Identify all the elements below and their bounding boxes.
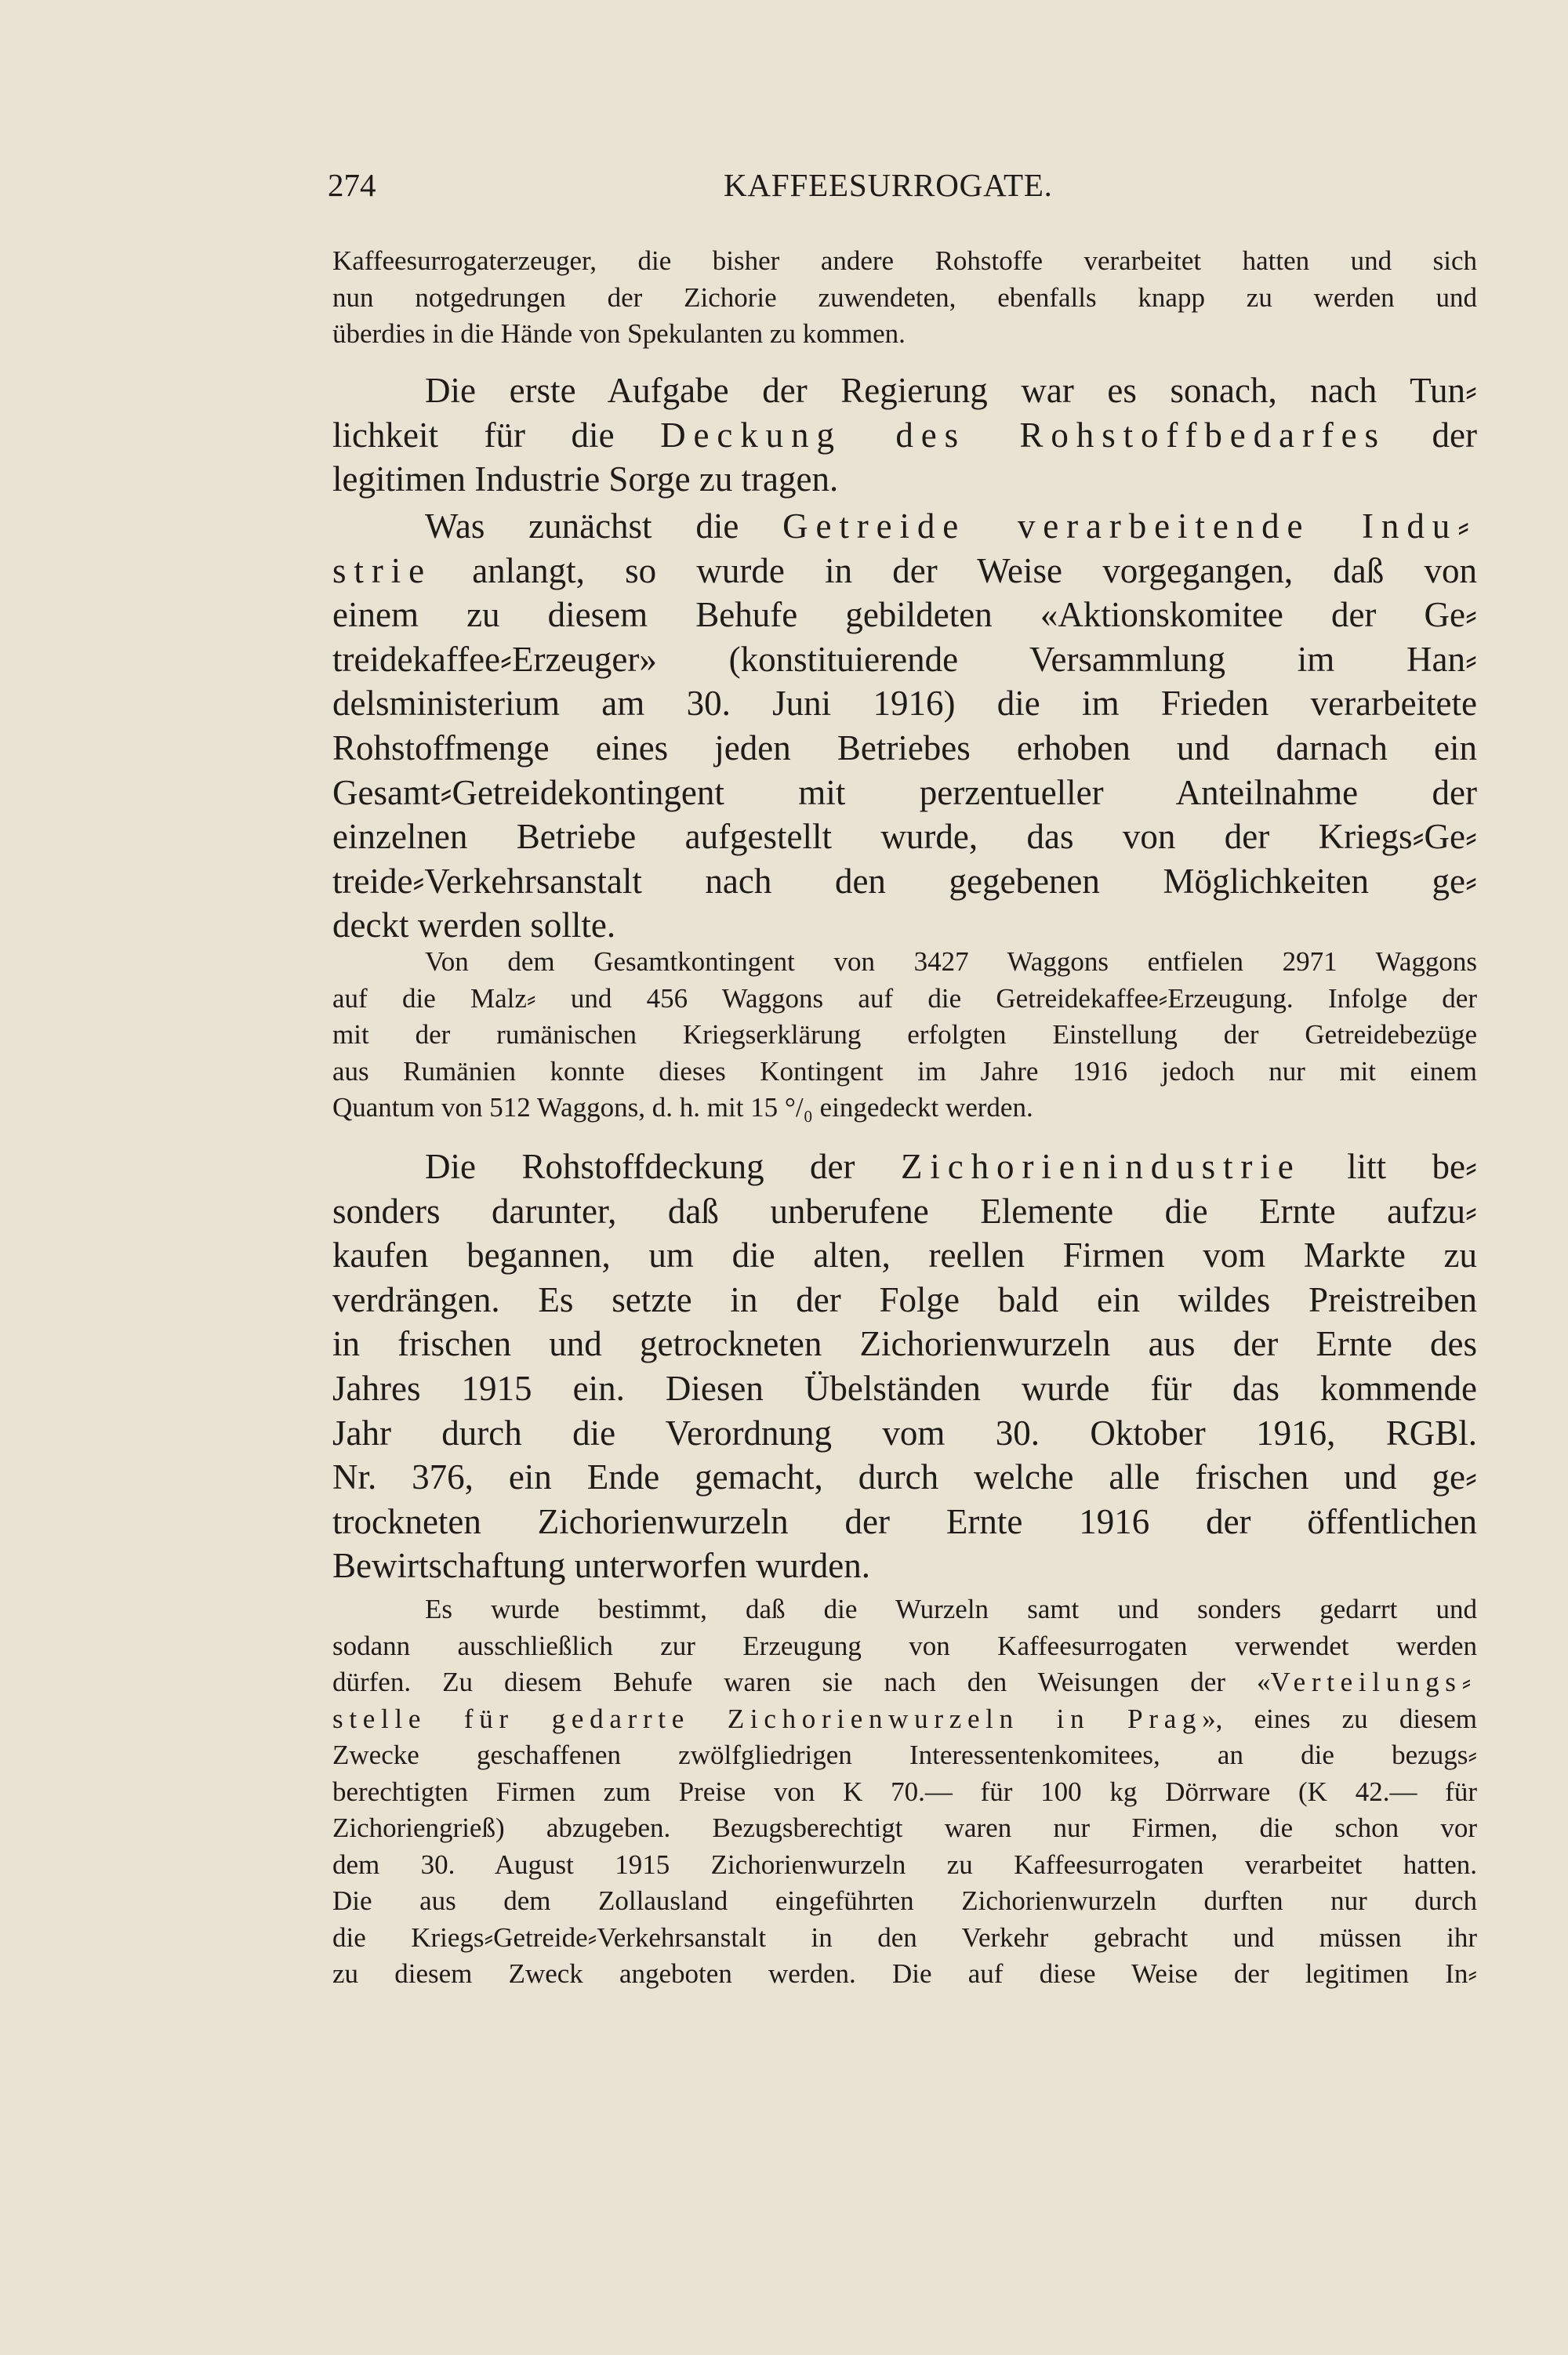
- carry-over-paragraph: [332, 243, 1477, 353]
- text-line: Gesamt⸗Getreidekontingent mit perzentueller Anteilnahme der: [332, 772, 1477, 812]
- text-line: Zichoriengrieß) abzugeben. Bezugsberechtigt waren nur Firmen, die schon vor: [332, 1813, 1477, 1843]
- text-line: stelle für gedarrte Zichorienwurzeln in Prag», eines zu diesem: [332, 1703, 1477, 1734]
- paragraph-grain-industry: [332, 504, 1477, 948]
- text-line: sonders darunter, daß unberufene Elemente die Ernte aufzu⸗: [332, 1191, 1477, 1231]
- text-line: aus Rumänien konnte dieses Kontingent im Jahre 1916 jedoch nur mit einem: [332, 1055, 1477, 1087]
- text-line: berechtigten Firmen zum Preise von K 70.— für 100 kg Dörrware (K 42.— für: [332, 1776, 1477, 1807]
- spaced-emphasis: stelle für gedarrte Zichorienwurzeln in Prag: [332, 1703, 1203, 1734]
- text-line: treidekaffee⸗Erzeuger» (konstituierende Versammlung im Han⸗: [332, 639, 1477, 679]
- text-line: Die erste Aufgabe der Regierung war es sonach, nach Tun⸗: [425, 371, 1477, 410]
- text-line: nun notgedrungen der Zichorie zuwendeten, ebenfalls knapp zu werden und: [332, 281, 1477, 313]
- note-chicory-distribution: [332, 1591, 1477, 1993]
- text-line: die Kriegs⸗Getreide⸗Verkehrsanstalt in den Verkehr gebracht und müssen ihr: [332, 1921, 1477, 1953]
- text-line: überdies in die Hände von Spekulanten zu kommen.: [332, 318, 906, 349]
- page-number: 274: [328, 167, 376, 203]
- text-line: legitimen Industrie Sorge zu tragen.: [332, 459, 839, 499]
- text-line: Nr. 376, ein Ende gemacht, durch welche alle frischen und ge⸗: [332, 1457, 1477, 1497]
- text-line: Rohstoffmenge eines jeden Betriebes erhoben und darnach ein: [332, 728, 1477, 767]
- text-line: trockneten Zichorienwurzeln der Ernte 1916 der öffentlichen: [332, 1501, 1477, 1541]
- running-title: KAFFEESURROGATE.: [724, 167, 1053, 203]
- text-line: verdrängen. Es setzte in der Folge bald ein wildes Preistreiben: [332, 1279, 1477, 1319]
- text-line: auf die Malz⸗ und 456 Waggons auf die Getreidekaffee⸗Erzeugung. Infolge der: [332, 982, 1477, 1014]
- text-line: Die aus dem Zollausland eingeführten Zichorienwurzeln durften nur durch: [332, 1885, 1477, 1916]
- text-line: delsministerium am 30. Juni 1916) die im Frieden verarbeitete: [332, 684, 1477, 724]
- text-line: Jahres 1915 ein. Diesen Übelständen wurde für das kommende: [332, 1368, 1477, 1408]
- text-line: einem zu diesem Behufe gebildeten «Aktionskomitee der Ge⸗: [332, 595, 1477, 635]
- text-line: Was zunächst die Getreide verarbeitende Indu⸗: [425, 506, 1478, 546]
- text-line: Zwecke geschaffenen zwölfgliedrigen Interessentenkomitees, an die bezugs⸗: [332, 1740, 1477, 1770]
- spaced-emphasis: Zichorienindustrie: [900, 1147, 1301, 1186]
- text-line: treide⸗Verkehrsanstalt nach den gegebenen Möglichkeiten ge⸗: [332, 861, 1477, 901]
- text-line: einzelnen Betriebe aufgestellt wurde, das von der Kriegs⸗Ge⸗: [332, 817, 1477, 857]
- text-line: strie anlangt, so wurde in der Weise vorgegangen, daß von: [332, 550, 1477, 590]
- spaced-emphasis: Verteilungs⸗: [1270, 1667, 1477, 1697]
- text-line: Bewirtschaftung unterworfen wurden.: [332, 1546, 871, 1586]
- paragraph-chicory-industry: [332, 1145, 1477, 1588]
- text-line: Von dem Gesamtkontingent von 3427 Waggons entfielen 2971 Waggons: [425, 946, 1477, 977]
- spaced-emphasis: Getreide verarbeitende Indu⸗: [782, 506, 1478, 546]
- text-line: Es wurde bestimmt, daß die Wurzeln samt und sonders gedarrt und: [425, 1594, 1477, 1624]
- spaced-emphasis: strie: [332, 550, 432, 590]
- page-header: [328, 166, 1080, 213]
- text-line: Kaffeesurrogaterzeuger, die bisher andere Rohstoffe verarbeitet hatten und sich: [332, 245, 1477, 276]
- text-line: zu diesem Zweck angeboten werden. Die auf diese Weise der legitimen In⸗: [332, 1958, 1477, 1989]
- text-line: Quantum von 512 Waggons, d. h. mit 15 °/₀ eingedeckt werden.: [332, 1092, 1033, 1123]
- text-line: Die Rohstoffdeckung der Zichorienindustrie litt be⸗: [425, 1147, 1477, 1186]
- spaced-emphasis: Deckung des Rohstoffbedarfes: [660, 415, 1386, 455]
- text-line: Jahr durch die Verordnung vom 30. Oktober 1916, RGBl.: [332, 1413, 1477, 1453]
- text-line: sodann ausschließlich zur Erzeugung von Kaffeesurrogaten verwendet werden: [332, 1630, 1477, 1661]
- paragraph-raw-material-task: [332, 368, 1477, 502]
- text-line: deckt werden sollte.: [332, 905, 616, 945]
- note-grain-contingent: [332, 944, 1477, 1127]
- text-line: dem 30. August 1915 Zichorienwurzeln zu Kaffeesurrogaten verarbeitet hatten.: [332, 1849, 1477, 1880]
- text-line: dürfen. Zu diesem Behufe waren sie nach den Weisungen der «Verteilungs⸗: [332, 1667, 1477, 1697]
- text-line: in frischen und getrockneten Zichorienwurzeln aus der Ernte des: [332, 1324, 1477, 1364]
- text-line: kaufen begannen, um die alten, reellen Firmen vom Markte zu: [332, 1236, 1477, 1275]
- text-line: lichkeit für die Deckung des Rohstoffbedarfes der: [332, 415, 1477, 455]
- text-line: mit der rumänischen Kriegserklärung erfolgten Einstellung der Getreidebezüge: [332, 1019, 1477, 1050]
